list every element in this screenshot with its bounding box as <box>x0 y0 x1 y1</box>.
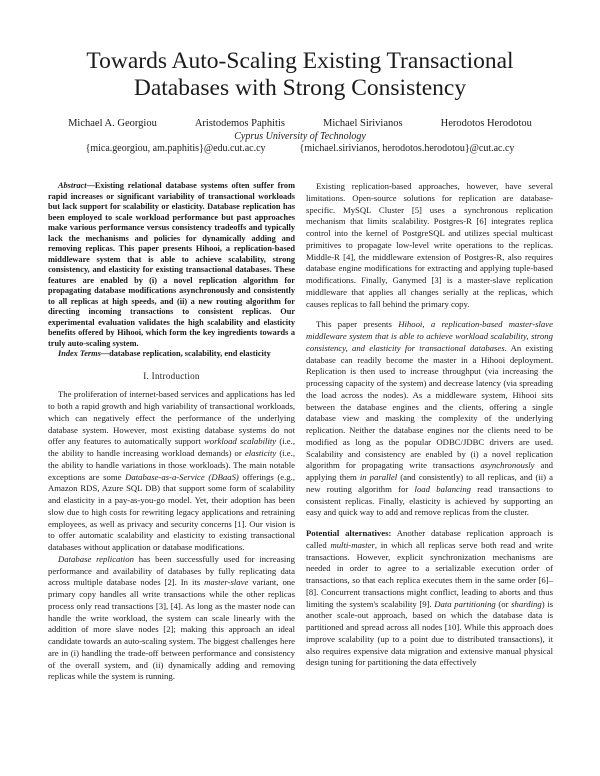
text-run: has been successfully used for increasing performance and availability of databases by fully replicating data across multiple database nodes [2]. In its <box>48 553 295 588</box>
text-run: . An existing database can readily become the master in a Hihooi deployment. Replication is then used to increase throughput (via increasing the processing capacity of the system) and decrease latency (via spreading the load across the nodes). As a middleware system, Hihooi sits between the database engines and the clients, offering a single database view and masking the complexity of the underlying replication. Neither the database engines nor the clients need to be modified as long as the popular ODBC/JDBC drivers are used. Scalability and consistency are enabled by (i) a novel replication algorithm for propagating write transactions <box>306 342 553 471</box>
emphasis: sharding <box>511 598 542 609</box>
author-name: Michael Sirivianos <box>322 118 403 129</box>
email-list <box>40 143 560 154</box>
left-column <box>48 181 295 683</box>
section-heading-introduction: I. Introduction <box>143 370 200 381</box>
emphasis: workload scalability <box>203 436 277 447</box>
emphasis: in parallel <box>359 472 398 482</box>
body-paragraph-limitations: Existing replication-based approaches, however, have several limitations. Open-source solutions for replication are database-specific. MySQL Cluster [5] uses a synchronous replication mechanism that limits scalability. Postgres-R [6] integrates replica control into the kernel of PostgreSQL and utilizes special multicast primitives to propagate low-level write operations to the replicas. Middle-R [4], the middleware extension of Postgres-R, also requires database engine modifications for extracting and applying tuple-based modifications. Finally, Ganymed [3] is a master-slave replication middleware that applies all changes serially at the replicas, which causes replicas to fall behind the primary copy. <box>306 181 553 309</box>
index-terms <box>48 349 295 360</box>
paragraph-gap <box>306 310 553 319</box>
intro-paragraph-1 <box>48 389 295 554</box>
abstract-label: Abstract <box>58 181 87 190</box>
text-run: , in which all replicas serve both read and write transactions. However, explicit synchronization mechanisms are needed in order to agree to a serializable execution order of transactions, so that each replica executes them in the same order [6]–[8]. Concurrent transactions might conflict, leading to aborts and thus limiting the system's scalability [9]. <box>306 539 553 609</box>
emphasis: elasticity <box>244 448 277 458</box>
affiliation: Cyprus University of Technology <box>234 131 366 142</box>
emphasis: master-slave <box>204 577 249 588</box>
author-name: Aristodemos Paphitis <box>194 118 285 129</box>
text-run: (or <box>495 598 512 609</box>
emphasis: Database replication <box>58 553 134 564</box>
emphasis: multi-master <box>330 539 375 550</box>
author-name: Michael A. Georgiou <box>68 118 157 129</box>
text-run: This paper presents <box>316 319 399 330</box>
emphasis: Data partitioning <box>434 598 496 609</box>
paper-title: Towards Auto-Scaling Existing Transactional Databases with Strong Consistency <box>86 48 514 101</box>
abstract-text: —Existing relational database systems often suffer from rapid increases or significant variability of transactional workloads but lack support for scalability or elasticity. Database replication has been employed to scale workload performance but past approaches make various performance versus consistency tradeoffs and typically lack the mechanisms and policies for dynamically adding and removing replicas. This paper presents Hihooi, a replication-based middleware system that is able to achieve scalability, strong consistency, and elasticity for existing transactional databases. These features are enabled by (i) a novel replication algorithm for propagating database modifications asynchronously and consistently to all replicas at high speeds, and (ii) a new routing algorithm for directing incoming transactions to consistent replicas. Our experimental evaluation validates the high scalability and elasticity benefits offered by Hihooi, which form the key ingredients towards a truly auto-scaling system. <box>48 181 295 348</box>
author-email: {michael.sirivianos, herodotos.herodotou}@cut.ac.cy <box>299 143 515 154</box>
emphasis: load balancing <box>414 483 472 494</box>
intro-paragraph-2 <box>48 554 295 683</box>
text-run: (i.e., the ability to handle variations in those workloads). The main notable exceptions are some <box>48 448 296 482</box>
text-run: (i.e., the ability to handle increasing workload demands) or <box>48 436 295 458</box>
text-run: offerings (e.g., Amazon RDS, Azure SQL DB) that support some form of scalability and elasticity in a pay-as-you-go model. Yet, their adoption has been slow due to high costs for rewriting legacy applications and retraining employees, as well as privacy and security concerns [1]. Our vision is to offer automatic scalability and elasticity to existing transactional databases without application or database modifications. <box>48 471 295 552</box>
body-paragraph-alternatives <box>306 528 553 669</box>
author-list <box>40 118 560 129</box>
text-run: read transactions to consistent replicas. Finally, elasticity is achieved by supporting an easy and quick way to add and remove replicas from the cluster. <box>306 483 554 518</box>
emphasis: asynchronously <box>480 460 535 471</box>
index-terms-text: —database replication, scalability, end elasticity <box>100 349 271 358</box>
text-run: variant, one primary copy handles all write transactions while the other replicas process only read transactions [3], [4]. As long as the master node can handle the write workload, the system can scale linearly with the addition of more slave nodes [2]; making this approach an ideal candidate towards an auto-scaling system. The biggest challenges here are in (i) handling the trade-off between performance and consistency of the overall system, and (ii) dynamically adding and removing replicas while the system is running. <box>48 577 295 682</box>
paragraph-gap <box>306 519 553 528</box>
text-run: The proliferation of internet-based services and applications has led to both a rapid growth and high variability of transactional workloads, which can negatively effect the performance of the underlying database system. However, most existing database systems do not offer any features to automatically support <box>48 389 295 447</box>
emphasis: Hihooi, a replication-based master-slave middleware system that is able to achieve workload scalability, strong consistency, and elasticity for transactional databases <box>306 319 553 353</box>
body-paragraph-hihooi <box>306 319 553 519</box>
text-run: and applying them <box>306 460 554 482</box>
abstract <box>48 181 295 349</box>
text-run: (and consistently) to all replicas, and (ii) a new routing algorithm for <box>306 472 553 494</box>
emphasis: Database-as-a-Service (DBaaS) <box>125 471 239 482</box>
text-run: Another database replication approach is called <box>306 528 553 550</box>
index-terms-label: Index Terms <box>58 349 101 358</box>
author-email: {mica.georgiou, am.paphitis}@edu.cut.ac.cy <box>85 143 266 154</box>
author-name: Herodotos Herodotou <box>440 118 532 129</box>
paragraph-run-in-heading: Potential alternatives: <box>306 528 392 538</box>
right-column <box>306 181 553 669</box>
text-run: ) is another scale-out approach, based on which the database data is partitioned and spread across all nodes [10]. While this approach does improve scalability (up to a point due to distributed transactions), it also requires expensive data migration and extensive manual physical design tuning for partitioning the data effectively <box>306 598 553 668</box>
